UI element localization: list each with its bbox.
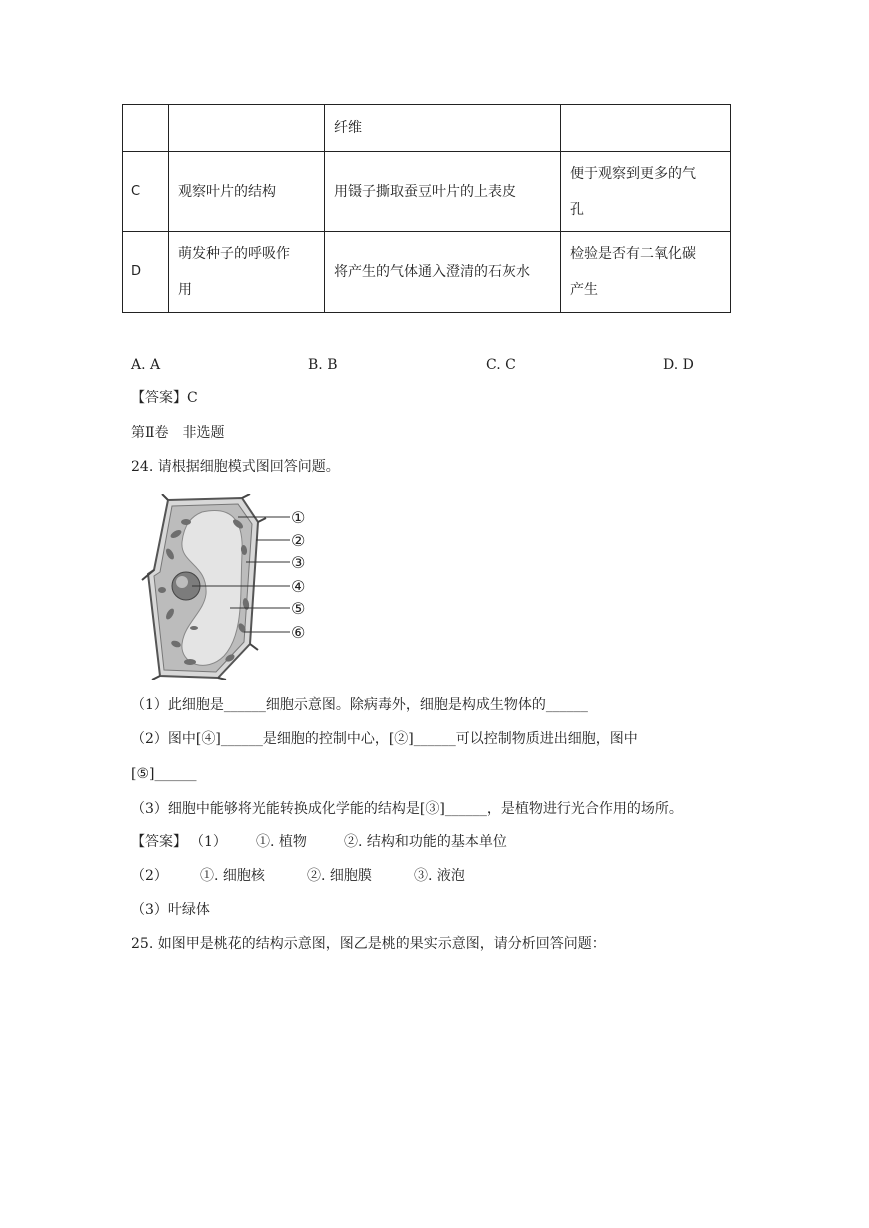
label-4: ④	[291, 577, 306, 596]
option-c: C. C	[486, 357, 516, 373]
table-cell	[169, 105, 325, 152]
table-cell: 检验是否有二氧化碳 产生	[561, 232, 731, 313]
option-b: B. B	[308, 357, 338, 373]
question-24-part-3: （3）细胞中能够将光能转换成化学能的结构是[③]______，是植物进行光合作用的场所。	[131, 801, 683, 817]
label-3: ③	[291, 553, 306, 572]
answer-24-part-2-c: ③. 液泡	[414, 868, 465, 884]
plant-cell-diagram	[140, 494, 320, 680]
question-24-part-1: （1）此细胞是______细胞示意图。除病毒外，细胞是构成生物体的______	[131, 697, 588, 713]
question-24-stem: 24. 请根据细胞模式图回答问题。	[131, 459, 340, 475]
table-cell	[561, 105, 731, 152]
table-row	[123, 105, 731, 152]
question-24-part-2-cont: [⑤]______	[131, 766, 197, 782]
nucleus-highlight	[176, 576, 188, 588]
answer-24-part-2-num: （2）	[131, 868, 168, 884]
question-25-stem: 25. 如图甲是桃花的结构示意图，图乙是桃的果实示意图，请分析回答问题：	[131, 936, 606, 952]
answer-23: 【答案】C	[131, 390, 198, 406]
answer-24-part-2-a: ①. 细胞核	[200, 868, 265, 884]
answer-24-part-1-b: ②. 结构和功能的基本单位	[344, 834, 507, 850]
answer-24-part-1-a: ①. 植物	[256, 834, 307, 850]
table-row	[123, 152, 731, 232]
option-a: A. A	[131, 357, 161, 373]
label-6: ⑥	[291, 623, 306, 642]
table-cell	[123, 105, 169, 152]
option-d: D. D	[663, 357, 694, 373]
table-cell: 纤维	[325, 105, 561, 152]
answer-24-part-1-num: （1）	[190, 834, 227, 850]
table-row	[123, 232, 731, 313]
table-cell: 萌发种子的呼吸作 用	[169, 232, 325, 313]
section-title: 第Ⅱ卷 非选题	[131, 425, 225, 441]
answer-24-prefix: 【答案】	[131, 834, 187, 850]
table-cell: 用镊子撕取蚕豆叶片的上表皮	[325, 152, 561, 232]
table-cell: 将产生的气体通入澄清的石灰水	[325, 232, 561, 313]
answer-24-part-3: （3）叶绿体	[131, 902, 210, 918]
table-cell: C	[123, 152, 169, 232]
options-table	[122, 104, 731, 313]
table-cell: D	[123, 232, 169, 313]
question-24-part-2: （2）图中[④]______是细胞的控制中心，[②]______可以控制物质进出细胞，图中	[131, 731, 638, 747]
table-cell: 便于观察到更多的气 孔	[561, 152, 731, 232]
table-cell: 观察叶片的结构	[169, 152, 325, 232]
label-1: ①	[291, 508, 306, 527]
answer-24-part-2-b: ②. 细胞膜	[307, 868, 372, 884]
label-5: ⑤	[291, 599, 306, 618]
label-2: ②	[291, 531, 306, 550]
